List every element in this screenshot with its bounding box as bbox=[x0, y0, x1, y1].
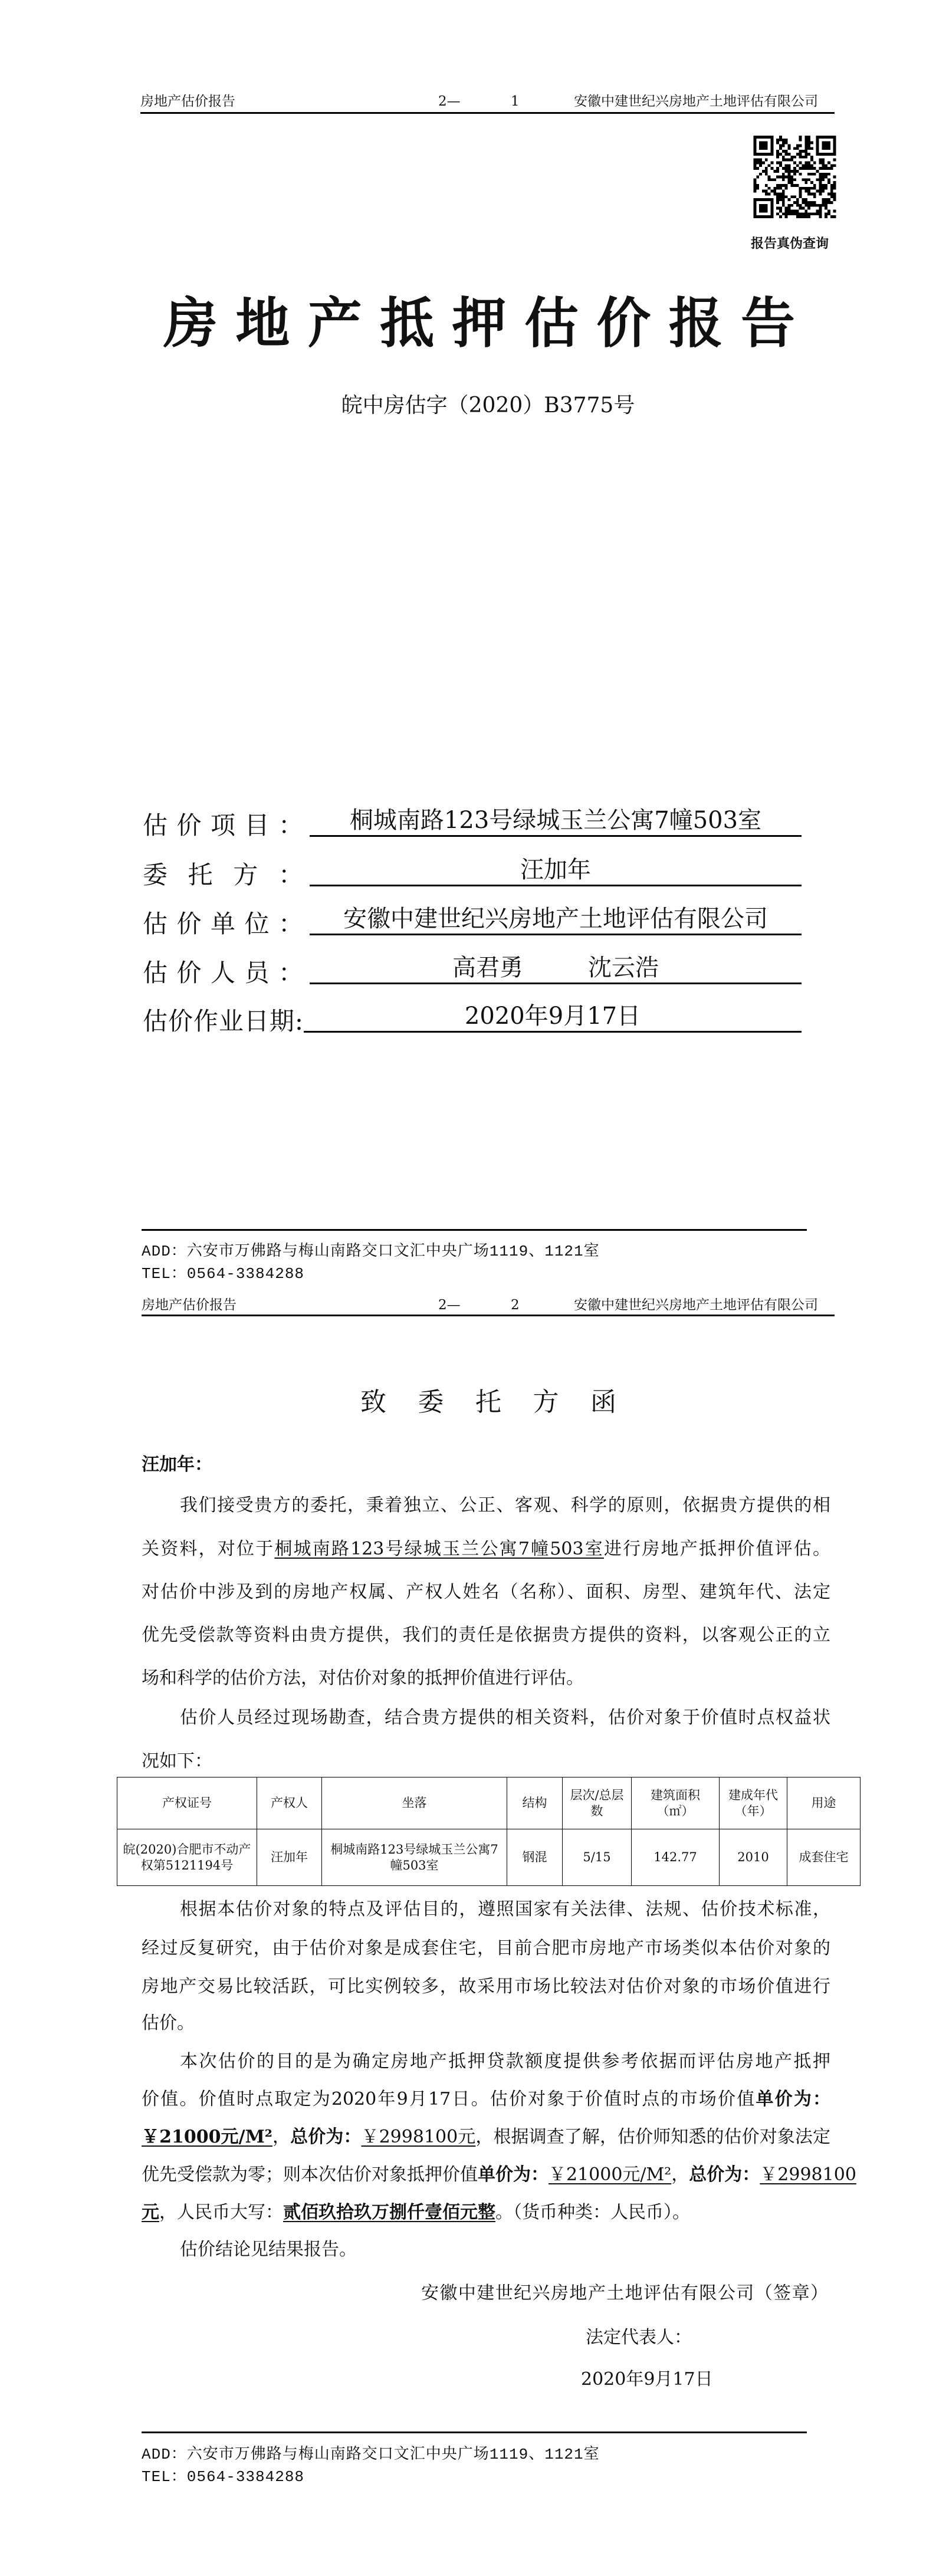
column-header: 用途 bbox=[787, 1777, 861, 1829]
letter-line bbox=[180, 1898, 830, 1921]
qr-code-icon[interactable] bbox=[752, 136, 838, 218]
header-page-prefix: 2— bbox=[438, 94, 461, 109]
letter-line bbox=[142, 2125, 830, 2149]
header-page-number: 2 bbox=[511, 1297, 520, 1313]
field-label-appraisers: 估价人员： bbox=[143, 958, 303, 987]
column-header: 层次/总层数 bbox=[563, 1777, 632, 1829]
table-cell: 桐城南路123号绿城玉兰公寓7幢503室 bbox=[322, 1829, 507, 1886]
column-header: 坐落 bbox=[322, 1777, 507, 1829]
text-segment: 优先受偿款为零；则本次估价对象抵押价值 bbox=[142, 2164, 478, 2185]
text-segment: 单价为： bbox=[478, 2164, 549, 2185]
text-segment: 根据本估价对象的特点及评估目的，遵照国家有关法律、法规、估价技术标准， bbox=[180, 1899, 830, 1920]
emphasized-text: ￥2998100元 bbox=[361, 2127, 476, 2147]
header-company: 安徽中建世纪兴房地产土地评估有限公司 bbox=[574, 1297, 818, 1313]
field-label-date: 估价作业日期: bbox=[143, 1007, 303, 1036]
letter-line bbox=[142, 1937, 830, 1960]
qr-verify-label: 报告真伪查询 bbox=[751, 236, 829, 251]
text-segment: 对估价中涉及到的房地产权属、产权人姓名（名称）、面积、房型、建筑年代、法定 bbox=[142, 1582, 830, 1602]
field-label-project: 估价项目： bbox=[143, 811, 303, 840]
table-cell: 汪加年 bbox=[257, 1829, 322, 1886]
property-rights-table bbox=[117, 1777, 861, 1886]
text-segment: 估价结论见结果报告。 bbox=[180, 2239, 357, 2260]
text-segment: ， bbox=[671, 2164, 689, 2185]
field-value-date: 2020年9月17日 bbox=[304, 1001, 802, 1033]
footer-rule bbox=[142, 1229, 807, 1231]
letter-line bbox=[142, 2012, 830, 2035]
table-cell: 5/15 bbox=[563, 1829, 632, 1886]
text-segment: 房地产交易比较活跃，可比实例较多，故采用市场比较法对估价对象的市场价值进行 bbox=[142, 1976, 830, 1997]
text-segment: 进行房地产抵押价值评估。 bbox=[603, 1539, 831, 1559]
letter-line bbox=[180, 2238, 830, 2262]
table-header-row bbox=[117, 1777, 861, 1829]
text-segment: 况如下： bbox=[142, 1751, 212, 1772]
text-segment: ，人民币大写： bbox=[159, 2202, 283, 2223]
text-segment: 总价为： bbox=[290, 2127, 362, 2147]
text-segment: 价值。价值时点取定为2020年9月17日。估价对象于价值时点的市场价值 bbox=[142, 2089, 756, 2110]
signature-company: 安徽中建世纪兴房地产土地评估有限公司（签章） bbox=[421, 2283, 828, 2304]
report-number: 皖中房估字（2020）B3775号 bbox=[341, 393, 635, 418]
field-value-project: 桐城南路123号绿城玉兰公寓7幢503室 bbox=[310, 806, 802, 837]
field-label-client: 委托方： bbox=[143, 860, 303, 889]
letter-line bbox=[142, 2088, 830, 2111]
appraiser-name: 沈云浩 bbox=[588, 954, 659, 981]
letter-line bbox=[180, 1706, 830, 1730]
text-segment: 关资料，对位于 bbox=[142, 1539, 275, 1559]
emphasized-text: ￥2998100 bbox=[760, 2164, 856, 2185]
table-cell: 142.77 bbox=[632, 1829, 720, 1886]
text-segment: 估价人员经过现场勘查，结合贵方提供的相关资料，估价对象于价值时点权益状 bbox=[180, 1707, 830, 1728]
table-row bbox=[117, 1829, 861, 1886]
text-segment: 经过反复研究，由于估价对象是成套住宅，目前合肥市房地产市场类似本估价对象的 bbox=[142, 1938, 830, 1959]
table-cell: 皖(2020)合肥市不动产权第5121194号 bbox=[117, 1829, 257, 1886]
text-segment: 。（货币种类：人民币）。 bbox=[495, 2202, 690, 2223]
emphasized-text: 贰佰玖拾玖万捌仟壹佰元整 bbox=[283, 2202, 495, 2223]
letter-line bbox=[142, 1581, 830, 1604]
table-cell: 钢混 bbox=[507, 1829, 563, 1886]
text-segment: ，根据调查了解，估价师知悉的估价对象法定 bbox=[475, 2127, 831, 2147]
column-header: 产权人 bbox=[257, 1777, 322, 1829]
column-header: 建成年代（年） bbox=[720, 1777, 787, 1829]
letter-line bbox=[180, 1494, 830, 1517]
footer-phone: TEL：0564-3384288 bbox=[142, 1265, 305, 1283]
table-cell: 成套住宅 bbox=[787, 1829, 861, 1886]
column-header: 结构 bbox=[507, 1777, 563, 1829]
letter-line bbox=[142, 2163, 856, 2187]
letter-line bbox=[142, 2201, 830, 2225]
emphasized-text: ￥21000元/M² bbox=[549, 2164, 672, 2185]
emphasized-text: 桐城南路123号绿城玉兰公寓7幢503室 bbox=[274, 1539, 604, 1559]
letter-line bbox=[142, 1750, 830, 1773]
signature-date: 2020年9月17日 bbox=[581, 2369, 713, 2390]
footer-phone: TEL：0564-3384288 bbox=[142, 2468, 305, 2486]
footer-address: ADD：六安市万佛路与梅山南路交口文汇中央广场1119、1121室 bbox=[142, 1243, 600, 1260]
letter-line bbox=[142, 1537, 830, 1561]
header-page-number: 1 bbox=[511, 94, 520, 109]
emphasized-text: 元 bbox=[142, 2202, 159, 2223]
header-company: 安徽中建世纪兴房地产土地评估有限公司 bbox=[574, 94, 818, 109]
field-value-client: 汪加年 bbox=[310, 855, 802, 886]
field-label-appraiser-firm: 估价单位： bbox=[143, 909, 303, 938]
column-header: 产权证号 bbox=[117, 1777, 257, 1829]
column-header: 建筑面积（㎡） bbox=[632, 1777, 720, 1829]
footer-rule bbox=[142, 2432, 807, 2433]
text-segment: 优先受偿款等资料由贵方提供，我们的责任是依据贵方提供的资料，以客观公正的立 bbox=[142, 1625, 830, 1645]
letter-line bbox=[142, 1667, 830, 1690]
text-segment: 总价为： bbox=[689, 2164, 760, 2185]
text-segment: ， bbox=[272, 2127, 291, 2147]
letter-title: 致委托方函 bbox=[360, 1387, 616, 1417]
footer-address: ADD：六安市万佛路与梅山南路交口文汇中央广场1119、1121室 bbox=[142, 2446, 600, 2463]
text-segment: 本次估价的目的是为确定房地产抵押贷款额度提供参考依据而评估房地产抵押 bbox=[180, 2051, 830, 2072]
letter-line bbox=[142, 1624, 830, 1647]
letter-line bbox=[142, 1975, 830, 1999]
header-doc-name: 房地产估价报告 bbox=[140, 94, 235, 109]
appraiser-name: 高君勇 bbox=[452, 954, 523, 981]
header-doc-name: 房地产估价报告 bbox=[142, 1297, 237, 1313]
emphasized-text: ￥21000元/M² bbox=[142, 2127, 272, 2147]
signature-legal-rep: 法定代表人： bbox=[586, 2327, 692, 2348]
letter-salutation: 汪加年： bbox=[142, 1454, 212, 1475]
field-value-appraiser-firm: 安徽中建世纪兴房地产土地评估有限公司 bbox=[310, 904, 802, 935]
table-cell: 2010 bbox=[720, 1829, 787, 1886]
header-rule bbox=[140, 112, 835, 114]
header-page-prefix: 2— bbox=[438, 1297, 461, 1313]
text-segment: 估价。 bbox=[142, 2013, 195, 2033]
letter-line bbox=[180, 2050, 830, 2074]
text-segment: 我们接受贵方的委托，秉着独立、公正、客观、科学的原则，依据贵方提供的相 bbox=[180, 1495, 830, 1516]
text-segment: 单价为： bbox=[756, 2089, 831, 2110]
header-rule bbox=[142, 1315, 835, 1316]
field-value-appraisers bbox=[310, 953, 802, 984]
report-title: 房地产抵押估价报告 bbox=[163, 291, 795, 355]
text-segment: 场和科学的估价方法，对估价对象的抵押价值进行评估。 bbox=[142, 1668, 584, 1688]
